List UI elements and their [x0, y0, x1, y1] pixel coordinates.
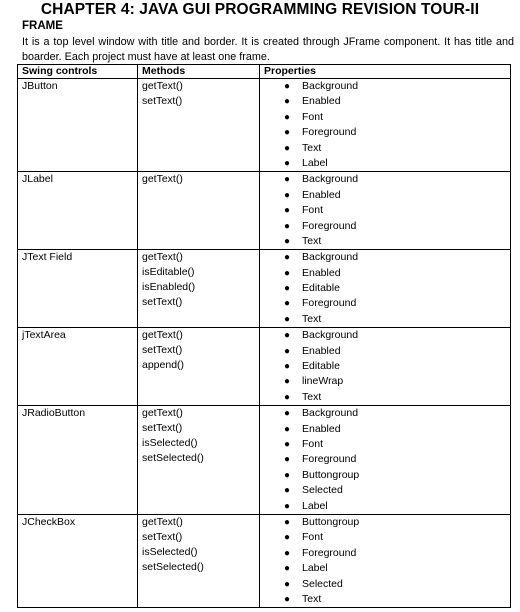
property-item [264, 312, 510, 327]
table-row [18, 172, 511, 250]
table-row [18, 250, 511, 328]
method-name: isEditable() [142, 266, 195, 279]
property-name: Foreground [302, 297, 357, 310]
property-name: Font [302, 531, 324, 544]
property-item [264, 234, 510, 249]
section-heading: FRAME [22, 20, 63, 32]
property-item [264, 156, 510, 171]
control-name: JRadioButton [22, 407, 86, 420]
property-item [264, 374, 510, 389]
property-name: Text [302, 312, 322, 325]
method-name: setText() [142, 530, 183, 543]
properties-list [264, 79, 510, 171]
control-name-cell [18, 79, 138, 172]
method-name: getText() [142, 251, 183, 264]
control-name: jTextArea [22, 329, 66, 342]
table-row [18, 328, 511, 406]
bullet-icon: ● [284, 500, 291, 512]
bullet-icon: ● [284, 111, 291, 123]
property-item [264, 515, 510, 530]
methods-cell [138, 514, 260, 607]
bullet-icon: ● [284, 157, 291, 169]
bullet-icon: ● [284, 408, 291, 420]
intro-paragraph: It is a top level window with title and border. It is created through JFrame component. It has title and boarder. Each project must have at least one frame. [22, 36, 514, 63]
bullet-icon: ● [284, 423, 291, 435]
bullet-icon: ● [284, 578, 291, 590]
properties-cell [260, 514, 511, 607]
property-item [264, 499, 510, 514]
bullet-icon: ● [284, 376, 291, 388]
bullet-icon: ● [284, 205, 291, 217]
bullet-icon: ● [284, 454, 291, 466]
bullet-icon: ● [284, 298, 291, 310]
bullet-icon: ● [284, 127, 291, 139]
property-item [264, 296, 510, 311]
properties-list [264, 515, 510, 607]
control-name: JButton [22, 80, 58, 92]
methods-cell [138, 406, 260, 515]
property-name: Text [302, 234, 322, 247]
properties-cell [260, 79, 511, 172]
bullet-icon: ● [284, 345, 291, 357]
bullet-icon: ● [284, 485, 291, 497]
property-item [264, 328, 510, 343]
bullet-icon: ● [284, 438, 291, 450]
property-name: Enabled [302, 95, 341, 108]
header-properties: Properties [260, 65, 511, 79]
property-name: Enabled [302, 188, 341, 201]
control-name: JCheckBox [22, 515, 76, 528]
methods-cell [138, 328, 260, 406]
control-name-cell [18, 172, 138, 250]
property-item [264, 250, 510, 265]
property-name: Label [302, 499, 328, 512]
property-name: Background [302, 251, 359, 264]
bullet-icon: ● [284, 361, 291, 373]
property-name: Foreground [302, 453, 357, 466]
property-name: Enabled [302, 344, 341, 357]
table-body [18, 79, 511, 608]
methods-cell [138, 250, 260, 328]
method-name: setSelected() [142, 452, 204, 465]
header-methods: Methods [138, 65, 260, 79]
property-name: lineWrap [302, 375, 344, 388]
property-item [264, 452, 510, 467]
property-item [264, 359, 510, 374]
properties-cell [260, 172, 511, 250]
method-name: append() [142, 359, 185, 372]
property-item [264, 172, 510, 187]
table-row [18, 406, 511, 515]
property-name: Enabled [302, 422, 341, 435]
bullet-icon: ● [284, 267, 291, 279]
property-name: Font [302, 437, 324, 450]
property-name: Enabled [302, 266, 341, 279]
property-name: Editable [302, 360, 340, 373]
property-name: Foreground [302, 546, 357, 559]
control-name-cell [18, 406, 138, 515]
property-item [264, 592, 510, 607]
method-name: getText() [142, 407, 183, 420]
control-name: JLabel [22, 173, 53, 186]
property-item [264, 79, 510, 94]
methods-cell [138, 172, 260, 250]
bullet-icon: ● [284, 189, 291, 201]
property-name: Editable [302, 282, 340, 295]
property-item [264, 188, 510, 203]
method-name: isSelected() [142, 437, 198, 450]
bullet-icon: ● [284, 516, 291, 528]
properties-cell [260, 406, 511, 515]
property-item [264, 422, 510, 437]
property-name: Background [302, 329, 359, 342]
property-name: Text [302, 390, 322, 403]
bullet-icon: ● [284, 252, 291, 264]
control-name: JText Field [22, 251, 73, 264]
method-name: getText() [142, 80, 183, 92]
property-name: Buttongroup [302, 468, 360, 481]
property-item [264, 219, 510, 234]
bullet-icon: ● [284, 174, 291, 186]
property-name: Foreground [302, 219, 357, 232]
bullet-icon: ● [284, 469, 291, 481]
property-name: Label [302, 156, 328, 169]
table-header-row [18, 65, 511, 79]
method-name: setText() [142, 422, 183, 435]
property-item [264, 344, 510, 359]
property-item [264, 266, 510, 281]
property-name: Background [302, 173, 359, 186]
method-name: getText() [142, 173, 183, 186]
properties-cell [260, 250, 511, 328]
property-name: Selected [302, 484, 343, 497]
properties-list [264, 328, 510, 405]
property-item [264, 203, 510, 218]
bullet-icon: ● [284, 235, 291, 247]
property-item [264, 110, 510, 125]
properties-list [264, 250, 510, 327]
page-title: CHAPTER 4: JAVA GUI PROGRAMMING REVISION TOUR-II [40, 1, 480, 18]
property-name: Selected [302, 577, 343, 590]
method-name: setText() [142, 95, 183, 107]
property-item [264, 577, 510, 592]
property-item [264, 94, 510, 109]
control-name-cell [18, 328, 138, 406]
property-item [264, 530, 510, 545]
method-name: getText() [142, 515, 183, 528]
property-name: Text [302, 141, 322, 154]
properties-list [264, 406, 510, 514]
property-item [264, 390, 510, 405]
method-name: isSelected() [142, 545, 198, 558]
property-name: Text [302, 592, 322, 605]
bullet-icon: ● [284, 96, 291, 108]
method-name: getText() [142, 329, 183, 342]
property-name: Background [302, 80, 359, 92]
control-name-cell [18, 514, 138, 607]
bullet-icon: ● [284, 220, 291, 232]
property-name: Buttongroup [302, 515, 360, 528]
bullet-icon: ● [284, 81, 291, 92]
method-name: setSelected() [142, 560, 204, 573]
bullet-icon: ● [284, 563, 291, 575]
method-name: setText() [142, 344, 183, 357]
method-name: isEnabled() [142, 281, 196, 294]
bullet-icon: ● [284, 391, 291, 403]
bullet-icon: ● [284, 593, 291, 605]
property-item [264, 125, 510, 140]
property-name: Label [302, 562, 328, 575]
property-item [264, 141, 510, 156]
property-item [264, 483, 510, 498]
bullet-icon: ● [284, 532, 291, 544]
table-row [18, 514, 511, 607]
table-row [18, 79, 511, 172]
bullet-icon: ● [284, 547, 291, 559]
swing-controls-table [17, 64, 511, 608]
bullet-icon: ● [284, 283, 291, 295]
method-name: setText() [142, 296, 183, 309]
property-item [264, 468, 510, 483]
property-name: Foreground [302, 126, 357, 139]
property-name: Background [302, 407, 359, 420]
property-item [264, 546, 510, 561]
control-name-cell [18, 250, 138, 328]
bullet-icon: ● [284, 142, 291, 154]
header-swing-controls: Swing controls [18, 65, 138, 79]
property-name: Font [302, 204, 324, 217]
methods-cell [138, 79, 260, 172]
bullet-icon: ● [284, 313, 291, 325]
property-item [264, 281, 510, 296]
property-item [264, 561, 510, 576]
properties-list [264, 172, 510, 249]
property-item [264, 406, 510, 421]
properties-cell [260, 328, 511, 406]
property-item [264, 437, 510, 452]
bullet-icon: ● [284, 330, 291, 342]
property-name: Font [302, 110, 324, 123]
